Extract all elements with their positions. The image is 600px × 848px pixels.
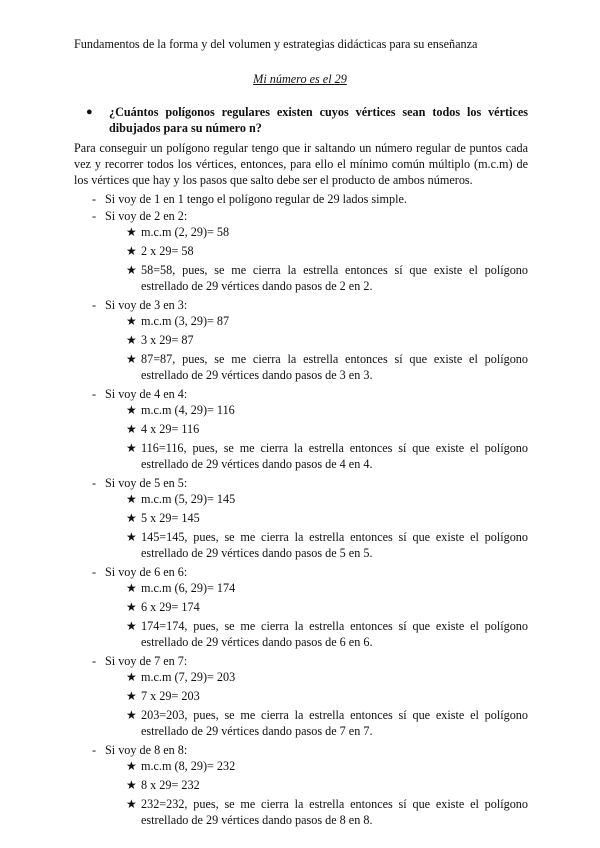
star-icon: ★ xyxy=(126,314,137,328)
case-heading xyxy=(74,191,528,207)
case-heading-text: Si voy de 1 en 1 tengo el polígono regular de 29 lados simple. xyxy=(105,192,407,206)
case-item xyxy=(74,440,528,472)
case-block xyxy=(74,191,528,207)
star-icon: ★ xyxy=(126,352,137,366)
case-heading xyxy=(74,564,528,580)
bullet-icon: ● xyxy=(86,106,93,118)
star-icon: ★ xyxy=(126,511,137,525)
question xyxy=(74,104,528,136)
case-item xyxy=(74,529,528,561)
case-item-text: 8 x 29= 232 xyxy=(141,778,200,792)
case-heading xyxy=(74,475,528,491)
case-heading xyxy=(74,386,528,402)
star-icon: ★ xyxy=(126,600,137,614)
star-icon: ★ xyxy=(126,759,137,773)
case-block xyxy=(74,653,528,739)
dash-bullet: - xyxy=(92,743,97,757)
star-icon: ★ xyxy=(126,619,137,633)
case-item xyxy=(74,351,528,383)
case-item-text: m.c.m (3, 29)= 87 xyxy=(141,314,230,328)
case-item-text: 4 x 29= 116 xyxy=(141,422,200,436)
dash-bullet: - xyxy=(92,565,97,579)
star-icon: ★ xyxy=(126,333,137,347)
case-item xyxy=(74,332,528,348)
case-item xyxy=(74,224,528,240)
page-title: Mi número es el 29 xyxy=(253,72,347,86)
star-icon: ★ xyxy=(126,422,137,436)
star-icon: ★ xyxy=(126,492,137,506)
star-icon: ★ xyxy=(126,530,137,544)
case-item-text: m.c.m (2, 29)= 58 xyxy=(141,225,230,239)
case-item-text: m.c.m (6, 29)= 174 xyxy=(141,581,236,595)
case-heading xyxy=(74,653,528,669)
case-item xyxy=(74,262,528,294)
dash-bullet: - xyxy=(92,209,97,223)
star-icon: ★ xyxy=(126,403,137,417)
case-block xyxy=(74,475,528,561)
case-item xyxy=(74,491,528,507)
dash-bullet: - xyxy=(92,476,97,490)
case-item xyxy=(74,707,528,739)
case-item xyxy=(74,580,528,596)
case-item-text: 5 x 29= 145 xyxy=(141,511,200,525)
case-item-text: 116=116, pues, se me cierra la estrella entonces sí que existe el polígono estrellado de 29 vértices dando pasos de 4 en 4. xyxy=(141,441,528,471)
case-heading-text: Si voy de 7 en 7: xyxy=(105,654,188,668)
case-block xyxy=(74,297,528,383)
case-item-text: 6 x 29= 174 xyxy=(141,600,200,614)
star-icon: ★ xyxy=(126,708,137,722)
case-item xyxy=(74,618,528,650)
case-heading-text: Si voy de 4 en 4: xyxy=(105,387,188,401)
case-heading-text: Si voy de 8 en 8: xyxy=(105,743,188,757)
case-item-text: m.c.m (5, 29)= 145 xyxy=(141,492,236,506)
case-item-text: 58=58, pues, se me cierra la estrella entonces sí que existe el polígono estrellado de 29 vértices dando pasos de 2 en 2. xyxy=(141,263,528,293)
case-heading-text: Si voy de 5 en 5: xyxy=(105,476,188,490)
case-block xyxy=(74,742,528,828)
case-item-text: 232=232, pues, se me cierra la estrella entonces sí que existe el polígono estrellado de 29 vértices dando pasos de 8 en 8. xyxy=(141,797,528,827)
star-icon: ★ xyxy=(126,263,137,277)
case-heading xyxy=(74,297,528,313)
dash-bullet: - xyxy=(92,298,97,312)
case-item-text: 87=87, pues, se me cierra la estrella entonces sí que existe el polígono estrellado de 29 vértices dando pasos de 3 en 3. xyxy=(141,352,528,382)
case-item xyxy=(74,758,528,774)
case-item-text: 203=203, pues, se me cierra la estrella entonces sí que existe el polígono estrellado de 29 vértices dando pasos de 7 en 7. xyxy=(141,708,528,738)
case-item-text: 7 x 29= 203 xyxy=(141,689,200,703)
case-heading-text: Si voy de 6 en 6: xyxy=(105,565,188,579)
case-item-text: m.c.m (8, 29)= 232 xyxy=(141,759,236,773)
star-icon: ★ xyxy=(126,778,137,792)
star-icon: ★ xyxy=(126,225,137,239)
case-item xyxy=(74,688,528,704)
case-heading-text: Si voy de 3 en 3: xyxy=(105,298,188,312)
case-item xyxy=(74,796,528,828)
star-icon: ★ xyxy=(126,797,137,811)
page-header: Fundamentos de la forma y del volumen y estrategias didácticas para su enseñanza xyxy=(74,37,478,51)
case-item-text: m.c.m (4, 29)= 116 xyxy=(141,403,235,417)
star-icon: ★ xyxy=(126,670,137,684)
dash-bullet: - xyxy=(92,387,97,401)
dash-bullet: - xyxy=(92,192,97,206)
case-item xyxy=(74,421,528,437)
dash-bullet: - xyxy=(92,654,97,668)
cases-list xyxy=(74,191,528,828)
case-item xyxy=(74,402,528,418)
star-icon: ★ xyxy=(126,689,137,703)
case-item-text: 3 x 29= 87 xyxy=(141,333,194,347)
case-item-text: 145=145, pues, se me cierra la estrella entonces sí que existe el polígono estrellado de 29 vértices dando pasos de 5 en 5. xyxy=(141,530,528,560)
star-icon: ★ xyxy=(126,581,137,595)
star-icon: ★ xyxy=(126,244,137,258)
document-body xyxy=(74,104,528,831)
case-item xyxy=(74,510,528,526)
case-item xyxy=(74,777,528,793)
intro-paragraph: Para conseguir un polígono regular tengo que ir saltando un número regular de puntos cada vez y recorrer todos los vértices, entonces, para ello el mínimo común múltiplo (m.c.m) de los vértices que hay y los pasos que salto debe ser el producto de ambos números. xyxy=(74,141,528,187)
case-heading xyxy=(74,208,528,224)
case-item xyxy=(74,599,528,615)
case-item-text: 174=174, pues, se me cierra la estrella entonces sí que existe el polígono estrellado de 29 vértices dando pasos de 6 en 6. xyxy=(141,619,528,649)
star-icon: ★ xyxy=(126,441,137,455)
case-item xyxy=(74,313,528,329)
case-item-text: m.c.m (7, 29)= 203 xyxy=(141,670,236,684)
case-block xyxy=(74,208,528,294)
case-item xyxy=(74,669,528,685)
case-item xyxy=(74,243,528,259)
case-heading-text: Si voy de 2 en 2: xyxy=(105,209,188,223)
case-block xyxy=(74,564,528,650)
case-heading xyxy=(74,742,528,758)
question-text: ¿Cuántos polígonos regulares existen cuyos vértices sean todos los vértices dibujados para su número n? xyxy=(109,105,528,135)
case-item-text: 2 x 29= 58 xyxy=(141,244,194,258)
case-block xyxy=(74,386,528,472)
